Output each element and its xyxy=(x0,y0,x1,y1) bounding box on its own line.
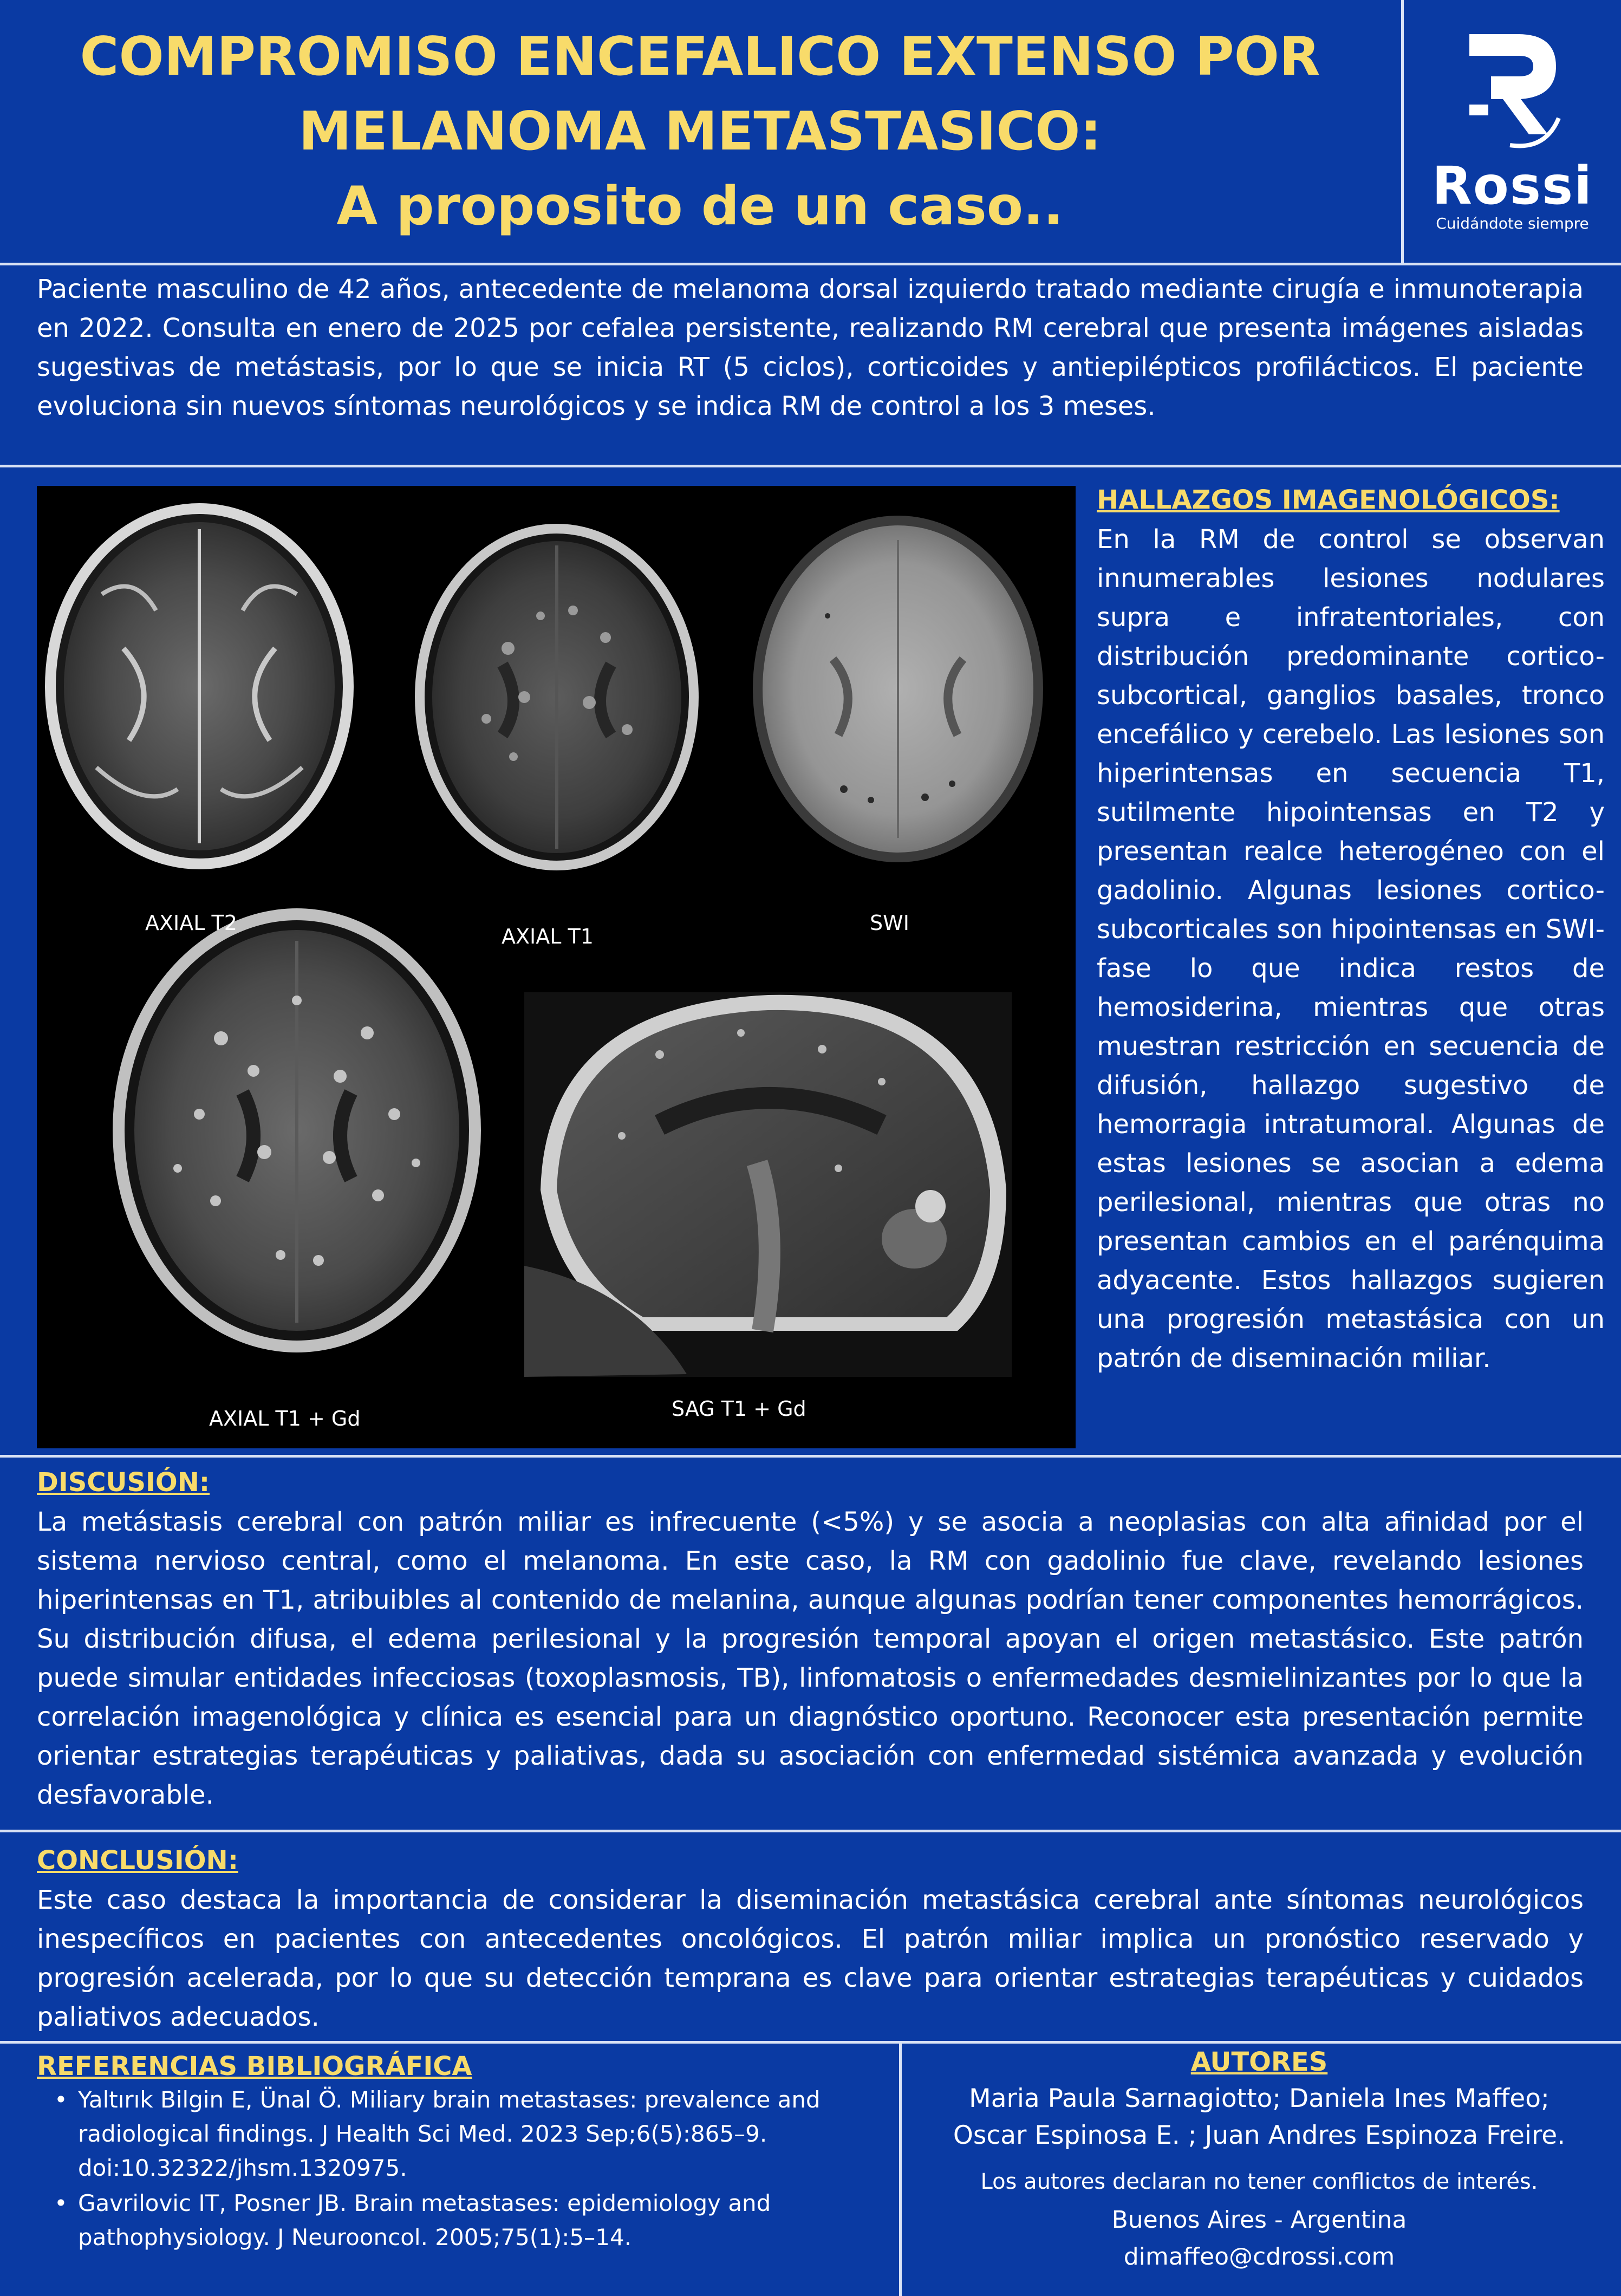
findings-text: En la RM de control se observan innumerables lesiones nodulares supra e infratentoriales, con distribución predominante cortico-subcortical, ganglios basales, tronco encefálico y cerebelo. Las lesiones son hiperintensas en secuencia T1, sutilmente hipointensas en T2 y presentan realce heterogéneo con el gadolinio. Algunas lesiones cortico-subcorticales son hipointensas en SWI-fase lo que indica restos de hemosiderina, mientras que otras muestran restricción en secuencia de difusión, hallazgo sugestivo de hemorragia intratumoral. Algunas de estas lesiones se asocian a edema perilesional, mientras que otras no presentan cambios en el parénquima adyacente. Estos hallazgos sugieren una progresión metastásica con un patrón de diseminación miliar. xyxy=(1097,524,1605,1374)
authors-disclaimer: Los autores declaran no tener conflictos de interés. xyxy=(980,2169,1538,2194)
title-line-3: A proposito de un caso.. xyxy=(336,175,1064,237)
poster-title xyxy=(0,0,1400,263)
authors-line-2: Oscar Espinosa E. ; Juan Andres Espinoza Freire. xyxy=(953,2121,1566,2150)
references-list xyxy=(54,2083,877,2255)
mri-images xyxy=(37,486,1076,1448)
conclusion-text: Este caso destaca la importancia de considerar la diseminación metastásica cerebral ante síntomas neurológicos inespecíficos en pacientes con antecedentes oncológicos. El patrón miliar implica un pronóstico reservado y progresión acelerada, por lo que su detección temprana es clave para orientar estrategias terapéuticas y cuidados paliativos adecuados. xyxy=(37,1885,1584,2032)
logo-slogan: Cuidándote siempre xyxy=(1436,214,1589,232)
rossi-logo-icon xyxy=(1459,29,1567,153)
case-intro: Paciente masculino de 42 años, antecedente de melanoma dorsal izquierdo tratado mediante cirugía e inmunoterapia en 2022. Consulta en enero de 2025 por cefalea persistente, realizando RM cerebral que presenta imágenes aisladas sugestivas de metástasis, por lo que se inicia RT (5 ciclos), corticoides y antiepilépticos profilácticos. El paciente evoluciona sin nuevos síntomas neurológicos y se indica RM de control a los 3 meses. xyxy=(37,274,1584,421)
sag-t1-gd-image xyxy=(524,992,1012,1377)
mri-image-panel xyxy=(37,486,1076,1448)
caption-axial-t1: AXIAL T1 xyxy=(502,925,594,948)
authors-line-1: Maria Paula Sarnagiotto; Daniela Ines Maffeo; xyxy=(969,2084,1550,2113)
reference-item: • Yaltırık Bilgin E, Ünal Ö. Miliary brain metastases: prevalence and radiological findings. J Health Sci Med. 2023 Sep;6(5):865–9. doi:10.32322/jhsm.1320975. xyxy=(54,2083,877,2185)
caption-axial-t2: AXIAL T2 xyxy=(145,911,237,935)
divider-header xyxy=(0,263,1621,265)
conclusion-heading: CONCLUSIÓN: xyxy=(37,1845,238,1876)
discussion-text: La metástasis cerebral con patrón miliar es infrecuente (<5%) y se asocia a neoplasias con alta afinidad por el sistema nervioso central, como el melanoma. En este caso, la RM con gadolinio fue clave, revelando lesiones hiperintensas en T1, atribuibles al contenido de melanina, aunque algunas podrían tener componentes hemorrágicos. Su distribución difusa, el edema perilesional y la progresión temporal apoyan el origen metastásico. Este patrón puede simular entidades infecciosas (toxoplasmosis, TB), linfomatosis o enfermedades desmielinizantes por lo que la correlación imagenológica y clínica es esencial para un diagnóstico oportuno. Reconocer esta presentación permite orientar estrategias terapéuticas y paliativas, dada su asociación con enfermedad sistémica avanzada y evolución desfavorable. xyxy=(37,1507,1584,1810)
discussion-heading: DISCUSIÓN: xyxy=(37,1467,210,1498)
title-line-1: COMPROMISO ENCEFALICO EXTENSO POR xyxy=(80,25,1320,88)
caption-sag-t1-gd: SAG T1 + Gd xyxy=(672,1397,806,1421)
divider-discussion xyxy=(0,1830,1621,1832)
divider-intro xyxy=(0,465,1621,467)
authors-email[interactable]: dimaffeo@cdrossi.com xyxy=(1123,2243,1395,2271)
references-heading: REFERENCIAS BIBLIOGRÁFICA xyxy=(37,2051,472,2082)
authors-location: Buenos Aires - Argentina xyxy=(1111,2206,1407,2234)
axial-t1-image xyxy=(415,524,699,870)
reference-item: • Gavrilovic IT, Posner JB. Brain metastases: epidemiology and pathophysiology. J Neurooncol. 2005;75(1):5–14. xyxy=(54,2186,877,2254)
title-line-2: MELANOMA METASTASICO: xyxy=(298,100,1102,162)
rossi-logo xyxy=(1404,0,1621,263)
authors-heading: AUTORES xyxy=(1190,2047,1328,2077)
swi-image xyxy=(753,516,1043,862)
axial-t2-image xyxy=(45,503,354,869)
findings-heading: HALLAZGOS IMAGENOLÓGICOS: xyxy=(1097,485,1560,515)
caption-swi: SWI xyxy=(870,911,909,935)
divider-findings xyxy=(0,1455,1621,1458)
caption-axial-t1-gd: AXIAL T1 + Gd xyxy=(209,1407,361,1430)
footer-divider xyxy=(899,2041,902,2296)
logo-name: Rossi xyxy=(1431,155,1593,216)
axial-t1-gd-image xyxy=(113,908,481,1352)
